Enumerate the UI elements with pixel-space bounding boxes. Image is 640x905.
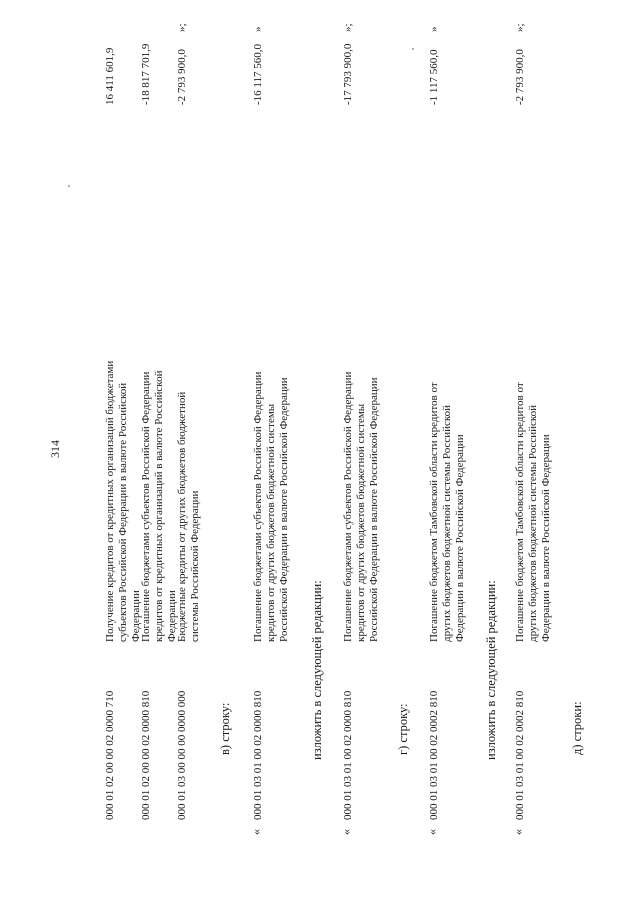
label-izlozhit-1: изложить в следующей редакции: [310, 580, 324, 760]
row-1-value: 16 411 601,9 [104, 47, 116, 105]
row-4-open-quote: « [249, 829, 263, 835]
row-6-code: 000 01 03 01 00 02 0002 810 [428, 690, 440, 820]
row-5-code: 000 01 03 01 00 02 0000 810 [342, 690, 354, 820]
row-1-code: 000 01 02 00 00 02 0000 710 [104, 690, 116, 820]
row-2-value: -18 817 701,9 [140, 43, 152, 105]
row-3-value: -2 793 900,0 [176, 49, 188, 105]
row-5-open-quote: « [339, 829, 353, 835]
scan-speck [412, 49, 414, 51]
page-number: 314 [48, 440, 62, 458]
row-5-description: Погашение бюджетами субъектов Российской Федерации кредитов от других бюджетов бюджетной системы Российской Федерации в валюте Российской Федерации [342, 371, 380, 642]
row-4-value: -16 117 560,0 [252, 43, 264, 105]
row-6-open-quote: « [425, 829, 439, 835]
row-6-description: Погашение бюджетом Тамбовской области кредитов от других бюджетов бюджетной системы Российской Федерации в валюте Российской Федерации [428, 382, 466, 642]
row-7-close-quote: »; [514, 23, 526, 32]
label-g: г) строку: [396, 703, 410, 755]
row-6-close-quote: » [428, 26, 440, 32]
row-5-value: -17 793 900,0 [342, 43, 354, 105]
row-2-code: 000 01 02 00 00 02 0000 810 [140, 690, 152, 820]
label-izlozhit-2: изложить в следующей редакции: [484, 580, 498, 760]
row-3-description: Бюджетные кредиты от других бюджетов бюджетной системы Российской Федерации [176, 391, 201, 642]
label-d: д) строки: [570, 701, 584, 755]
row-2-description: Погашение бюджетами субъектов Российской Федерации кредитов от кредитных организаций в валюте Российской Федерации [140, 370, 178, 642]
scan-speck [68, 186, 70, 188]
row-4-close-quote: » [252, 26, 264, 32]
row-7-value: -2 793 900,0 [514, 49, 526, 105]
row-4-description: Погашение бюджетами субъектов Российской Федерации кредитов от других бюджетов бюджетной системы Российской Федерации в валюте Российской Федерации [252, 371, 290, 642]
row-3-close-quote: »; [176, 23, 188, 32]
label-v: в) строку: [218, 702, 232, 755]
row-1-description: Получение кредитов от кредитных организаций бюджетами субъектов Российской Федерации в валюте Российской Федерации [104, 360, 142, 642]
row-3-code: 000 01 03 00 00 00 0000 000 [176, 690, 188, 820]
row-7-code: 000 01 03 01 00 02 0002 810 [514, 690, 526, 820]
row-4-code: 000 01 03 01 00 02 0000 810 [252, 690, 264, 820]
row-5-close-quote: »; [342, 23, 354, 32]
row-7-description: Погашение бюджетом Тамбовской области кредитов от других бюджетов бюджетной системы Российской Федерации в валюте Российской Федерации [514, 382, 552, 642]
row-6-value: -1 117 560,0 [428, 49, 440, 105]
row-7-open-quote: « [511, 829, 525, 835]
